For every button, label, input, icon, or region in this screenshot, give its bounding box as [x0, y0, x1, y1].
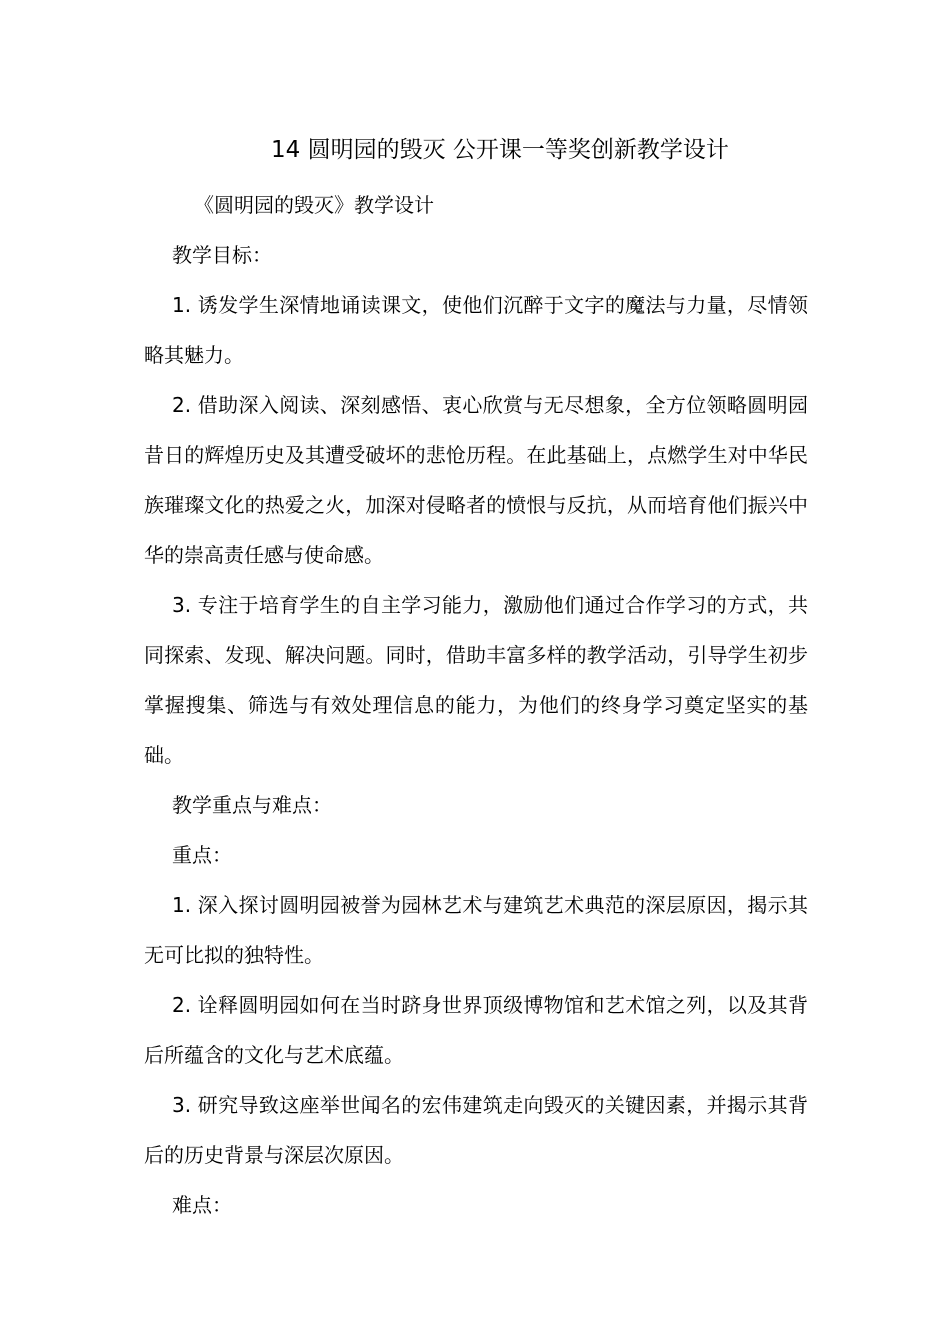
difficulty-heading: 难点：	[172, 1193, 232, 1217]
focus-item-3: 3. 研究导致这座举世闻名的宏伟建筑走向毁灭的关键因素，并揭示其背后的历史背景与深层次原因。	[144, 1093, 808, 1167]
document-subtitle: 《圆明园的毁灭》教学设计	[194, 193, 434, 217]
keypoints-heading: 教学重点与难点：	[172, 793, 332, 817]
focus-item-1: 1. 深入探讨圆明园被誉为园林艺术与建筑艺术典范的深层原因，揭示其无可比拟的独特性。	[144, 893, 808, 967]
focus-heading: 重点：	[172, 843, 232, 867]
focus-item-2: 2. 诠释圆明园如何在当时跻身世界顶级博物馆和艺术馆之列，以及其背后所蕴含的文化与艺术底蕴。	[144, 993, 808, 1067]
objective-item-1: 1. 诱发学生深情地诵读课文，使他们沉醉于文字的魔法与力量，尽情领略其魅力。	[144, 293, 808, 367]
objective-item-3: 3. 专注于培育学生的自主学习能力，激励他们通过合作学习的方式，共同探索、发现、解决问题。同时，借助丰富多样的教学活动，引导学生初步掌握搜集、筛选与有效处理信息的能力，为他们的终身学习奠定坚实的基础。	[144, 593, 808, 767]
objective-item-2: 2. 借助深入阅读、深刻感悟、衷心欣赏与无尽想象，全方位领略圆明园昔日的辉煌历史及其遭受破坏的悲怆历程。在此基础上，点燃学生对中华民族璀璨文化的热爱之火，加深对侵略者的愤恨与反抗，从而培育他们振兴中华的崇高责任感与使命感。	[144, 393, 808, 567]
document-body	[144, 180, 808, 1230]
document-title: 14 圆明园的毁灭 公开课一等奖创新教学设计	[271, 137, 729, 163]
objectives-heading: 教学目标：	[172, 243, 272, 267]
